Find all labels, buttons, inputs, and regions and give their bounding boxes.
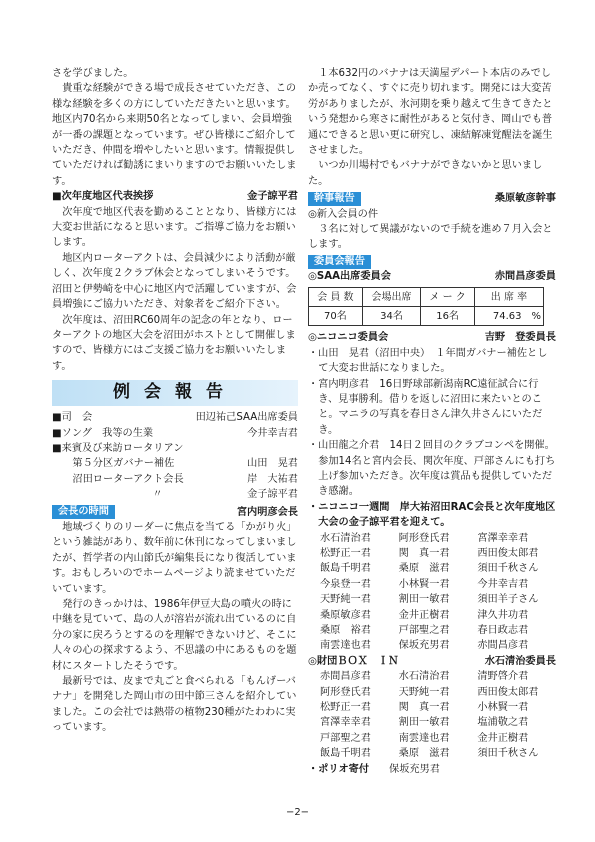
member-name: 関 真一君 — [398, 702, 450, 714]
name-list — [308, 531, 556, 654]
member-name: 天野純一君 — [398, 686, 450, 698]
member-name: 赤間昌彦君 — [477, 640, 529, 652]
agenda-row: ■来賓及び来訪ロータリアン — [52, 442, 184, 454]
text-paragraph: さを学びました。 — [52, 68, 134, 79]
text-paragraph: 次年度は、沼田RC60周年の記念の年となり、ローターアクトの地区大会を沼田がホストとして開催しますので、皆様方にはご支援ご協力をお願いいたします。 — [52, 314, 296, 372]
member-name: 今泉登一君 — [320, 578, 371, 590]
text-paragraph: 次年度で地区代表を勤めることとなり、皆様方には大変お世話になると思います。ご指導ご協力をお願いします。 — [52, 206, 297, 249]
member-name: 塩浦敬之君 — [477, 717, 529, 729]
sub-heading: ◎新入会員の件 — [308, 208, 379, 220]
member-name: 桑原 滋君 — [398, 748, 450, 760]
member-name: 桑原敏彦君 — [320, 609, 371, 621]
member-name: 飯島千明君 — [320, 748, 371, 760]
sub-heading: ◎SAA出席委員会 赤間昌彦委員 — [308, 270, 556, 282]
section-header — [308, 255, 556, 269]
guest-row: 〃 金子諒平君 — [152, 489, 298, 501]
member-name: 西田俊太郎君 — [477, 686, 539, 698]
table-cell: 34名 — [362, 307, 420, 326]
table-cell: 74.63 % — [474, 307, 543, 326]
member-name: 今井幸吉君 — [477, 578, 529, 590]
table-header: メ ー ク — [421, 288, 475, 307]
member-name: 割田一敏君 — [398, 717, 450, 729]
list-item: ・ニコニコ一週間 岸大祐沼田RAC会長と次年度地区大会の金子諒平君を迎えて。 — [308, 501, 556, 529]
member-name: 西田俊太郎君 — [477, 547, 539, 559]
table-header: 会場出席 — [362, 288, 420, 307]
member-name: 松野正一君 — [320, 702, 371, 714]
member-name: 赤間昌彦君 — [320, 671, 371, 683]
member-name: 桑原 滋君 — [398, 563, 450, 575]
member-name: 清野啓介君 — [477, 671, 529, 683]
right-column — [308, 66, 556, 777]
member-name: 南雲達也君 — [398, 732, 450, 744]
text-paragraph: ３名に対して異議がないので手続を進め７月入会とします。 — [308, 224, 553, 251]
member-name: 南雲達也君 — [320, 640, 371, 652]
table-cell: 70名 — [309, 307, 363, 326]
text-paragraph: 地域づくりのリーダーに焦点を当てる「かがり火」という雑誌があり、数年前に休刊になってしまいましたが、哲学者の内山節氏が編集長になり復活しています。おもしろいのでホームページより読ませていただいています。 — [52, 521, 297, 595]
guest-row: 第５分区ガバナー補佐 山田 晃君 — [72, 458, 298, 470]
section-heading: ■次年度地区代表挨拶 金子諒平君 — [52, 191, 298, 203]
section-header — [52, 505, 298, 520]
attendance-table — [308, 287, 544, 326]
member-name: 水石清治君 — [320, 532, 371, 544]
list-item: ・山田龍之介君 14日２回目のクラブコンペを開催。参加14名と宮内会長、関次年度、戸部さんにも打ち上げ参加いただき。次年度は賞品も提供していただき感謝。 — [308, 440, 556, 498]
list-item: ・宮内明彦君 16日野球部新潟南RC遠征試合に行き、見事勝利。借りを返しに沼田に来たいとのこと。マニラの写真を春日さん津久井さんにいただき。 — [308, 378, 543, 436]
guest-row: 沼田ローターアクト会長 岸 大祐君 — [72, 473, 298, 485]
member-name: 天野純一君 — [320, 594, 371, 606]
member-name: 飯島千明君 — [320, 563, 371, 575]
text-paragraph: 発行のきっかけは、1986年伊豆大島の噴火の時に中継を見ていて、島の人が溶岩が流れ出ているのに自分の家に戻ろうとするのを理解できないけど、そこに人々の心の探求するよう、不思議の中にあるものを題材にスタートしたそうです。 — [52, 599, 297, 672]
table-cell: 16名 — [421, 307, 475, 326]
member-name: 金井正樹君 — [477, 732, 529, 744]
member-name: 保坂充男君 — [398, 640, 450, 652]
member-name: 桑原 裕君 — [320, 625, 371, 636]
table-header: 出 席 率 — [474, 288, 543, 307]
member-name: 須田羊子さん — [477, 594, 539, 606]
member-name: 松野正一君 — [320, 547, 371, 559]
member-name: 小林賢一君 — [477, 702, 529, 714]
sub-heading: ◎財団ＢＯＸ ＩＮ 水石清治委員長 — [308, 655, 556, 667]
member-name: 津久井功君 — [477, 609, 529, 621]
sub-heading: ・ポリオ寄付 保坂充男君 — [308, 763, 440, 775]
table-header: 会 員 数 — [309, 288, 363, 307]
agenda-row: ■司 会 田辺祐己SAA出席委員 — [52, 412, 298, 424]
section-tag: 委員会報告 — [308, 255, 371, 269]
member-name: 割田一敏君 — [398, 594, 450, 606]
text-paragraph: １本632円のバナナは天満屋デパート本店のみでしか売ってなく、すぐに売り切れます。開発には大変苦労がありましたが、氷河期を乗り越えて生きてきたという発想から寒さに耐性があると気付き、岡山でも普通にできると思い更に研究し、凍結解凍覚醒法を誕生させました。 — [308, 68, 553, 157]
table-row — [309, 307, 544, 326]
member-name: 金井正樹君 — [398, 609, 450, 621]
section-header — [308, 191, 556, 206]
member-name: 宮澤幸幸君 — [477, 532, 529, 544]
list-item: ・山田 晃君（沼田中央） １年間ガバナー補佐として大変お世話になりました。 — [308, 347, 548, 375]
text-paragraph: 貴重な経験ができる場で成長させていただき、この様な経験を多くの方にしていただきたいと思います。地区内70名から来期50名となってしまい、会員増強が一番の課題となっています。ぜひ皆様にご紹介していただき、仲間を増やしたいと思います。情報提供していただければ勧誘にまいりますのでお願いいたします。 — [52, 83, 297, 187]
section-tag: 幹事報告 — [308, 192, 361, 206]
member-name: 戸部聖之君 — [398, 625, 450, 636]
section-tag: 会長の時間 — [52, 505, 115, 519]
left-column — [52, 66, 298, 736]
meeting-report-banner: 例会報告 — [52, 380, 298, 406]
text-paragraph: 最新号では、皮まで丸ごと食べられる「もんげーバナナ」を開発した岡山市の田中節三さんを紹介していました。この会社では熱帯の植物230種がたわわに実っています。 — [52, 676, 297, 734]
page-number: −2− — [285, 807, 310, 818]
sub-heading: ◎ニコニコ委員会 吉野 登委員長 — [308, 332, 556, 344]
member-name: 春日政志君 — [477, 625, 529, 636]
member-name: 阿形登氏君 — [320, 686, 371, 698]
member-name: 阿形登氏君 — [398, 532, 450, 544]
member-name: 宮澤幸幸君 — [320, 717, 371, 729]
agenda-row: ■ソング 我等の生業 今井幸吉君 — [52, 427, 298, 439]
member-name: 須田千秋さん — [477, 748, 539, 760]
member-name: 須田千秋さん — [477, 563, 539, 575]
text-paragraph: 地区内ローターアクトは、会員減少により活動が厳しく、次年度２クラブ休会となってしまいそうです。沼田と伊勢崎を中心に地区内で活躍していますが、会員増強にご協力いただき、対象者をご紹介下さい。 — [52, 252, 297, 311]
member-name: 戸部聖之君 — [320, 732, 371, 744]
text-paragraph: いつか川場村でもバナナができないかと思いました。 — [308, 160, 543, 187]
speaker-name: 宮内明彦会長 — [236, 506, 298, 518]
table-header-row — [309, 288, 544, 307]
name-list — [308, 669, 556, 761]
member-name: 関 真一君 — [398, 547, 450, 559]
member-name: 水石清治君 — [398, 671, 450, 683]
speaker-name: 桑原敏彦幹事 — [494, 193, 556, 205]
member-name: 小林賢一君 — [398, 578, 450, 590]
